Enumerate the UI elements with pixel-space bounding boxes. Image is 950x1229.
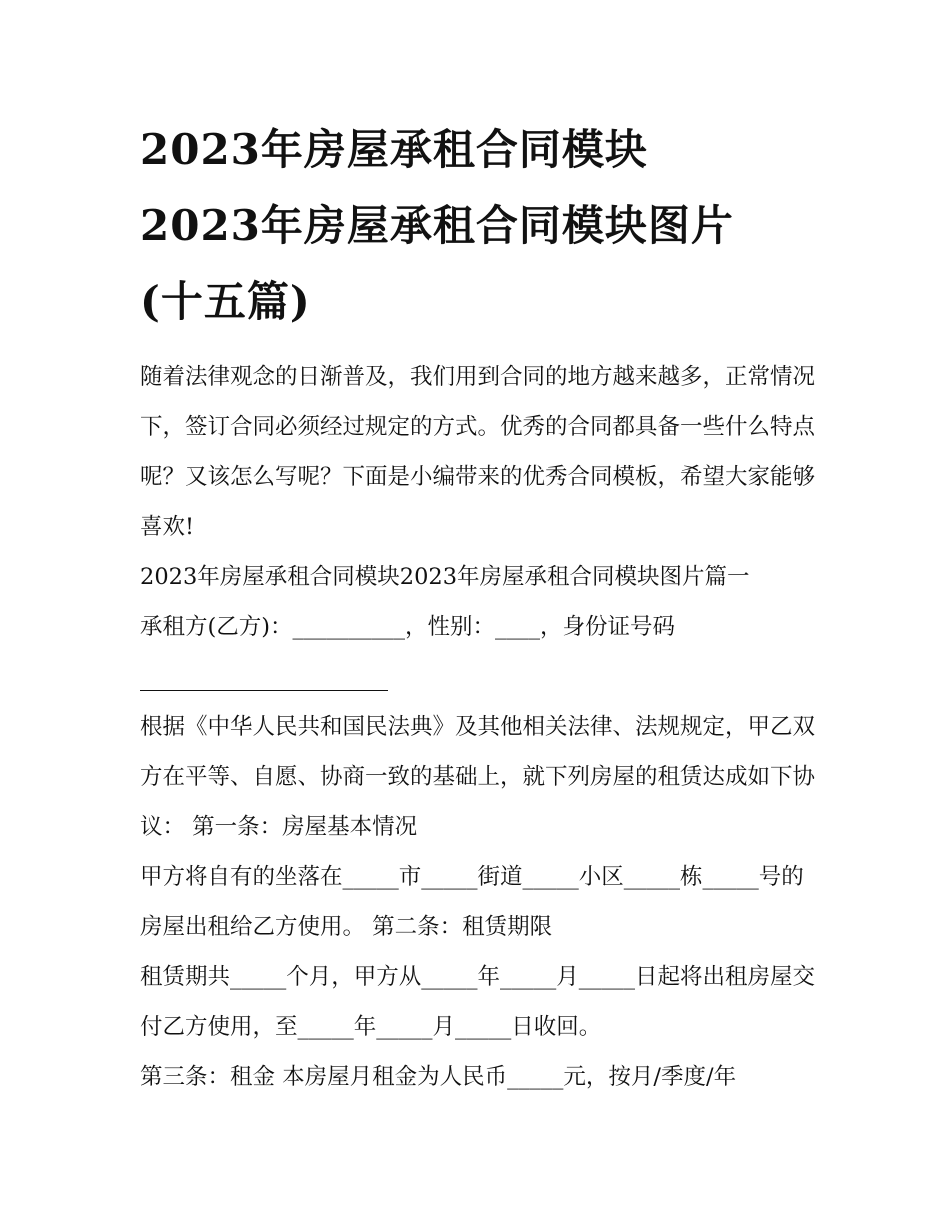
intro-paragraph: 随着法律观念的日渐普及，我们用到合同的地方越来越多，正常情况下，签订合同必须经过规定的方式。优秀的合同都具备一些什么特点呢？又该怎么写呢？下面是小编带来的优秀合同模板，希望大家能够喜欢! (140, 364, 816, 540)
clause-paragraph-3: 租赁期共_____个月，甲方从_____年_____月_____日起将出租房屋交付乙方使用，至_____年_____月_____日收回。 (140, 964, 816, 1040)
document-content (140, 112, 820, 1102)
title-line-2: 2023年房屋承租合同模块图片 (140, 201, 734, 250)
title-line-3: (十五篇) (140, 277, 311, 326)
section-heading: 2023年房屋承租合同模块2023年房屋承租合同模块图片篇一 (140, 564, 750, 590)
id-number-underline (140, 690, 388, 691)
document-title (140, 112, 820, 340)
lessee-line: 承租方(乙方)：__________，性别：____，身份证号码 (140, 614, 676, 640)
clause-paragraph-2: 甲方将自有的坐落在_____市_____街道_____小区_____栋_____号的房屋出租给乙方使用。 第二条：租赁期限 (140, 864, 804, 940)
id-number-blank (140, 652, 820, 702)
title-line-1: 2023年房屋承租合同模块 (140, 125, 648, 174)
clause-paragraph-1: 根据《中华人民共和国民法典》及其他相关法律、法规规定，甲乙双方在平等、自愿、协商一致的基础上，就下列房屋的租赁达成如下协议： 第一条：房屋基本情况 (140, 714, 816, 840)
clause-paragraph-4: 第三条：租金 本房屋月租金为人民币_____元，按月/季度/年 (140, 1064, 737, 1090)
